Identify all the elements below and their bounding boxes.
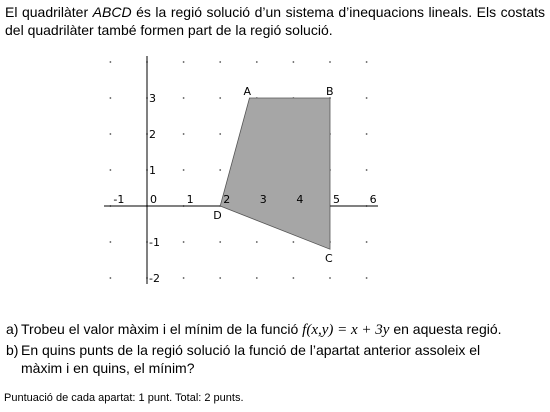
grid-dot bbox=[219, 61, 221, 63]
grid-dot bbox=[329, 277, 331, 279]
y-tick-label: -1 bbox=[149, 236, 160, 249]
question-a-text-end: en aquesta regió. bbox=[389, 321, 502, 337]
objective-function: f(x,y) = x + 3y bbox=[302, 322, 390, 338]
grid-dot bbox=[183, 97, 185, 99]
quadrilateral-name: ABCD bbox=[92, 4, 132, 20]
x-tick-label: 4 bbox=[296, 193, 304, 206]
question-b-text: En quins punts de la regió solució la funció de l’apartat anterior assoleix el bbox=[21, 342, 481, 358]
grid-dot bbox=[366, 61, 368, 63]
grid-dot bbox=[366, 169, 368, 171]
grid-dot bbox=[366, 97, 368, 99]
question-a-text: Trobeu el valor màxim i el mínim de la funció bbox=[21, 321, 303, 337]
grid-dot bbox=[256, 241, 258, 243]
solution-region bbox=[220, 98, 330, 249]
y-tick-labels bbox=[149, 92, 160, 285]
question-b bbox=[6, 341, 544, 359]
y-tick-label: 2 bbox=[149, 128, 156, 141]
grid-dot bbox=[110, 61, 112, 63]
x-tick-label: 1 bbox=[186, 193, 194, 206]
grid-dot bbox=[366, 241, 368, 243]
grid-dot bbox=[293, 241, 295, 243]
grid-dot bbox=[110, 277, 112, 279]
vertex-label-a: A bbox=[243, 85, 252, 98]
y-tick-label: -2 bbox=[149, 272, 160, 285]
intro-text-1: El quadrilàter bbox=[5, 4, 93, 20]
score-note: Puntuació de cada apartat: 1 punt. Total: 2 punts. bbox=[4, 392, 244, 404]
grid-dot bbox=[219, 277, 221, 279]
grid-dot bbox=[110, 133, 112, 135]
vertex-label-b: B bbox=[326, 85, 334, 98]
question-a-label: a) bbox=[6, 321, 19, 337]
x-tick-label: 5 bbox=[333, 193, 340, 206]
question-b-label: b) bbox=[6, 342, 19, 358]
grid-dot bbox=[256, 61, 258, 63]
grid-dot bbox=[293, 61, 295, 63]
intro-text-2: és la regió solució d’un sistema d’inequacions lineals. Els costats del quadrilàter també formen part de la regió solució. bbox=[5, 4, 545, 38]
grid-dot bbox=[183, 133, 185, 135]
grid-dot bbox=[219, 133, 221, 135]
grid-dot bbox=[293, 277, 295, 279]
vertex-label-c: C bbox=[325, 252, 333, 266]
question-a bbox=[6, 320, 544, 339]
grid-dot bbox=[256, 277, 258, 279]
grid-dot bbox=[110, 97, 112, 99]
grid-dot bbox=[219, 169, 221, 171]
x-tick-label: 0 bbox=[150, 193, 157, 206]
grid-dot bbox=[110, 169, 112, 171]
y-tick-label: 3 bbox=[149, 92, 156, 105]
grid-dot bbox=[183, 241, 185, 243]
grid-dot bbox=[183, 61, 185, 63]
question-b-continued bbox=[6, 359, 550, 377]
grid-dot bbox=[366, 133, 368, 135]
grid-dot bbox=[183, 169, 185, 171]
vertex-label-d: D bbox=[213, 209, 222, 222]
x-tick-label: 6 bbox=[369, 193, 377, 206]
x-tick-label: 3 bbox=[259, 193, 267, 206]
y-tick-label: 1 bbox=[149, 164, 156, 177]
grid-dot bbox=[183, 277, 185, 279]
x-tick-label: 2 bbox=[223, 193, 231, 206]
question-b-text-2: màxim i en quins, el mínim? bbox=[21, 360, 195, 376]
grid-dot bbox=[110, 241, 112, 243]
grid-dot bbox=[219, 97, 221, 99]
grid-dot bbox=[219, 241, 221, 243]
grid-dot bbox=[329, 61, 331, 63]
grid-dot bbox=[366, 277, 368, 279]
x-tick-label: -1 bbox=[113, 193, 125, 206]
